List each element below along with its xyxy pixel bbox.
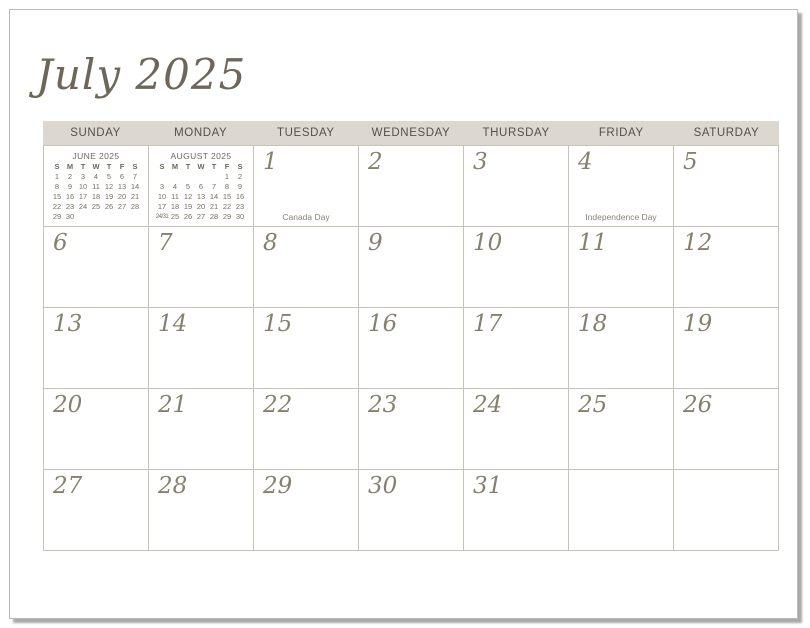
mini-day-cell: 23 <box>65 202 75 211</box>
day-number: 18 <box>578 311 608 337</box>
mini-day-cell: 24 <box>78 202 88 211</box>
day-number: 28 <box>158 473 188 499</box>
day-cell <box>149 227 254 308</box>
mini-day-cell: 22 <box>52 202 62 211</box>
mini-day-cell: 26 <box>104 202 114 211</box>
day-number: 7 <box>158 230 173 256</box>
mini-day-cell: 22 <box>222 202 232 211</box>
mini-day-cell: 20 <box>117 192 127 201</box>
mini-day-cell <box>182 172 195 182</box>
day-cell <box>674 146 779 227</box>
weekday-header-sunday: SUNDAY <box>70 127 121 139</box>
day-number: 11 <box>578 230 608 256</box>
weekday-header-wednesday: WEDNESDAY <box>371 127 451 139</box>
day-number: 20 <box>53 392 83 418</box>
weekday-header-monday: MONDAY <box>174 127 228 139</box>
mini-day-letter: F <box>119 162 125 171</box>
day-number: 6 <box>53 230 68 256</box>
mini-month-calendar <box>149 146 253 222</box>
mini-day-cell: 6 <box>119 172 125 181</box>
mini-day-cell: 6 <box>198 182 204 191</box>
mini-day-cell: 2 <box>67 172 73 181</box>
mini-day-cell: 5 <box>185 182 191 191</box>
calendar-grid <box>43 145 779 551</box>
mini-day-cell: 3 <box>159 182 165 191</box>
mini-day-cell: 13 <box>196 192 206 201</box>
day-cell <box>464 227 569 308</box>
mini-day-cell: 4 <box>172 182 178 191</box>
mini-day-cell: 4 <box>93 172 99 181</box>
day-number: 1 <box>263 149 278 175</box>
mini-day-cell <box>156 172 169 182</box>
day-cell <box>44 227 149 308</box>
day-number: 23 <box>368 392 398 418</box>
mini-day-cell: 15 <box>52 192 62 201</box>
mini-day-letter: S <box>237 162 243 171</box>
day-number: 3 <box>473 149 488 175</box>
day-cell <box>569 146 674 227</box>
day-number: 25 <box>578 392 608 418</box>
day-cell <box>359 227 464 308</box>
mini-day-cell: 8 <box>54 182 60 191</box>
day-number: 16 <box>368 311 398 337</box>
mini-day-cell: 27 <box>196 212 206 221</box>
day-cell <box>359 389 464 470</box>
day-cell <box>464 389 569 470</box>
mini-day-cell: 20 <box>196 202 206 211</box>
day-number: 31 <box>473 473 503 499</box>
day-number: 10 <box>473 230 503 256</box>
day-cell <box>149 389 254 470</box>
mini-day-letter: F <box>224 162 230 171</box>
mini-day-cell: 9 <box>67 182 73 191</box>
mini-day-cell <box>77 212 90 222</box>
mini-day-cell <box>103 212 116 222</box>
mini-day-letter: T <box>211 162 217 171</box>
weekday-header-friday: FRIDAY <box>598 127 644 139</box>
mini-day-letter: W <box>92 162 100 171</box>
day-cell <box>674 308 779 389</box>
mini-day-cell: 25 <box>91 202 101 211</box>
mini-day-cell: 8 <box>224 182 230 191</box>
day-number: 9 <box>368 230 383 256</box>
mini-day-cell: 10 <box>157 192 167 201</box>
mini-day-cell: 21 <box>209 202 219 211</box>
day-number: 13 <box>53 311 83 337</box>
mini-day-cell: 12 <box>183 192 193 201</box>
day-number: 30 <box>368 473 398 499</box>
day-number: 17 <box>473 311 503 337</box>
day-cell <box>464 470 569 551</box>
day-number: 19 <box>683 311 713 337</box>
mini-day-cell: 9 <box>237 182 243 191</box>
mini-month-calendar <box>44 146 148 222</box>
day-number: 22 <box>263 392 293 418</box>
day-number: 27 <box>53 473 83 499</box>
mini-day-cell: 1 <box>54 172 60 181</box>
day-cell <box>359 470 464 551</box>
day-cell <box>359 146 464 227</box>
mini-day-cell: 16 <box>235 192 245 201</box>
day-number: 2 <box>368 149 383 175</box>
mini-day-letter: S <box>159 162 165 171</box>
mini-day-letter: M <box>171 162 179 171</box>
day-cell <box>44 146 149 227</box>
page-title: July 2025 <box>36 50 247 99</box>
day-number: 5 <box>683 149 698 175</box>
mini-day-cell <box>129 212 142 222</box>
mini-day-cell: 26 <box>183 212 193 221</box>
mini-day-cell: 3 <box>80 172 86 181</box>
mini-day-cell: 19 <box>104 192 114 201</box>
day-number: 21 <box>158 392 188 418</box>
mini-day-cell: 12 <box>104 182 114 191</box>
mini-day-letter: T <box>106 162 112 171</box>
day-cell <box>254 470 359 551</box>
day-cell <box>569 389 674 470</box>
day-cell <box>674 470 779 551</box>
mini-day-cell <box>90 212 103 222</box>
day-cell <box>44 389 149 470</box>
day-number: 26 <box>683 392 713 418</box>
mini-day-cell: 7 <box>211 182 217 191</box>
mini-day-cell: 23 <box>235 202 245 211</box>
day-cell <box>254 227 359 308</box>
mini-day-cell: 30 <box>65 212 75 221</box>
day-cell <box>569 470 674 551</box>
day-number: 24 <box>473 392 503 418</box>
mini-day-letter: M <box>66 162 74 171</box>
mini-day-cell: 14 <box>130 182 140 191</box>
mini-day-cell: 13 <box>117 182 127 191</box>
mini-day-cell: 17 <box>78 192 88 201</box>
mini-month-table <box>156 162 247 222</box>
mini-month-title: AUGUST 2025 <box>170 151 232 161</box>
day-number: 12 <box>683 230 713 256</box>
day-cell <box>464 146 569 227</box>
mini-day-cell <box>116 212 129 222</box>
mini-day-cell: 25 <box>170 212 180 221</box>
mini-day-cell: 29 <box>52 212 62 221</box>
day-cell <box>569 227 674 308</box>
day-number: 15 <box>263 311 293 337</box>
mini-day-cell: 28 <box>209 212 219 221</box>
mini-day-letter: S <box>132 162 138 171</box>
day-cell <box>464 308 569 389</box>
day-cell <box>44 308 149 389</box>
mini-day-cell: 28 <box>130 202 140 211</box>
mini-day-cell: 16 <box>65 192 75 201</box>
mini-month-table <box>51 162 142 222</box>
day-cell <box>149 308 254 389</box>
mini-day-cell: 27 <box>117 202 127 211</box>
mini-day-cell: 11 <box>92 182 100 191</box>
day-number: 14 <box>158 311 188 337</box>
mini-day-cell: 10 <box>78 182 88 191</box>
day-cell <box>674 227 779 308</box>
weekday-header-saturday: SATURDAY <box>693 127 760 139</box>
mini-day-cell: 18 <box>170 202 180 211</box>
day-cell <box>44 470 149 551</box>
mini-day-cell: 1 <box>224 172 230 181</box>
mini-day-letter: S <box>54 162 60 171</box>
holiday-label: Canada Day <box>282 212 330 222</box>
mini-day-cell: 5 <box>106 172 112 181</box>
mini-day-cell: 15 <box>222 192 232 201</box>
mini-day-cell <box>169 172 182 182</box>
day-cell <box>149 470 254 551</box>
mini-month-title: JUNE 2025 <box>72 151 120 161</box>
day-cell <box>569 308 674 389</box>
day-number: 29 <box>263 473 293 499</box>
weekday-header-tuesday: TUESDAY <box>277 127 335 139</box>
day-number: 4 <box>578 149 593 175</box>
day-cell <box>254 308 359 389</box>
mini-day-cell: 24/31 <box>155 214 169 220</box>
day-cell <box>359 308 464 389</box>
mini-day-cell: 2 <box>237 172 243 181</box>
day-cell <box>149 146 254 227</box>
mini-day-cell: 14 <box>209 192 219 201</box>
mini-day-cell: 18 <box>91 192 101 201</box>
mini-day-cell: 7 <box>132 172 138 181</box>
day-number: 8 <box>263 230 278 256</box>
mini-day-cell <box>195 172 208 182</box>
day-cell <box>254 146 359 227</box>
mini-day-letter: W <box>197 162 205 171</box>
mini-day-cell: 19 <box>183 202 193 211</box>
mini-day-letter: T <box>80 162 86 171</box>
mini-day-cell <box>208 172 221 182</box>
mini-day-cell: 21 <box>130 192 140 201</box>
mini-day-cell: 29 <box>222 212 232 221</box>
calendar <box>43 121 779 551</box>
holiday-label: Independence Day <box>585 212 657 222</box>
day-cell <box>254 389 359 470</box>
mini-day-cell: 17 <box>157 202 167 211</box>
mini-day-cell: 30 <box>235 212 245 221</box>
mini-day-letter: T <box>185 162 191 171</box>
day-cell <box>674 389 779 470</box>
calendar-page <box>9 9 798 619</box>
mini-day-cell: 11 <box>171 192 179 201</box>
weekday-header-row <box>43 121 779 145</box>
weekday-header-thursday: THURSDAY <box>482 127 550 139</box>
